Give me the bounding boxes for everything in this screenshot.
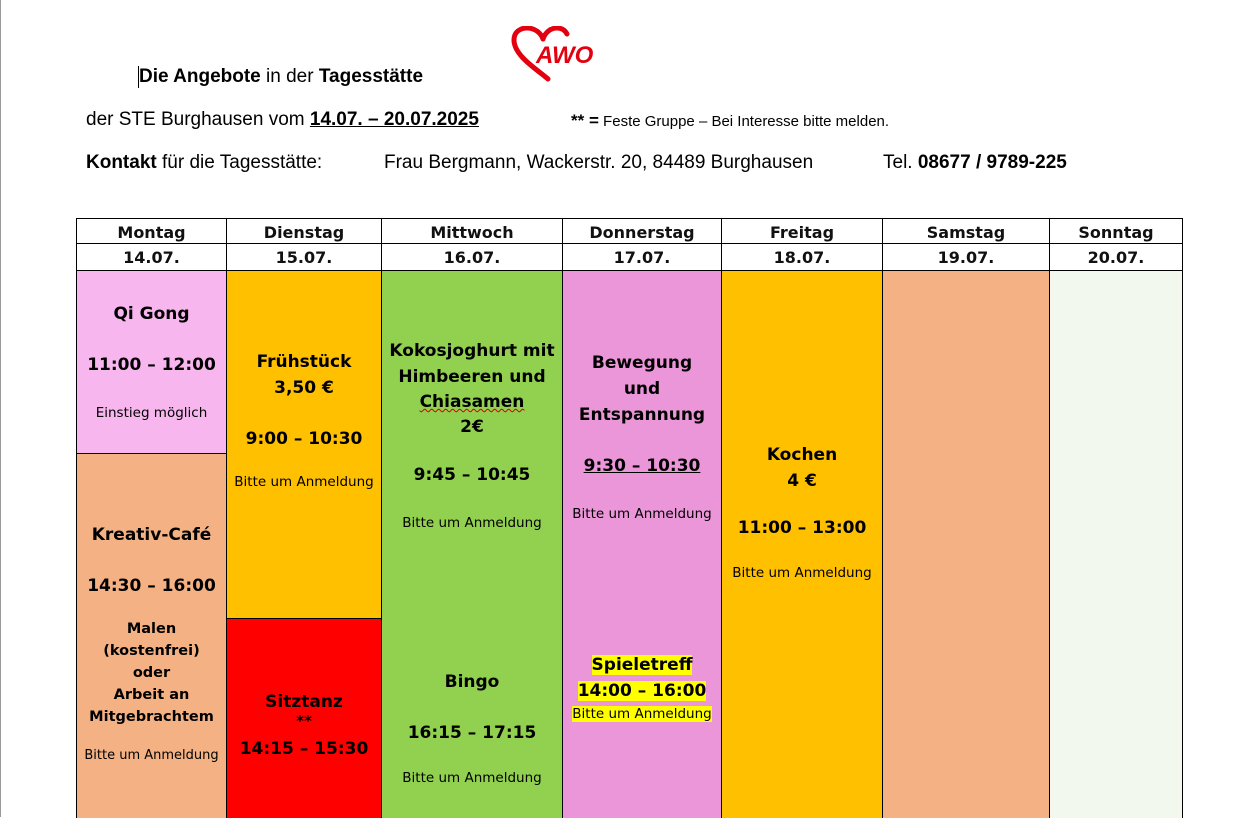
column-friday bbox=[721, 218, 882, 818]
contact-line: Kontakt für die Tagesstätte: Frau Bergmann, Wackerstr. 20, 84489 Burghausen Tel. 08677 / 9789-225 bbox=[86, 152, 1067, 173]
date-header: 20.07. bbox=[1050, 244, 1182, 271]
date-header: 15.07. bbox=[227, 244, 381, 271]
day-header: Dienstag bbox=[227, 218, 381, 244]
activity-qigong: Qi Gong 11:00 – 12:00 Einstieg möglich bbox=[77, 271, 226, 454]
date-header: 14.07. bbox=[77, 244, 226, 271]
activity-kreativ-cafe: Kreativ-Café 14:30 – 16:00 Malen (kostenfrei) oder Arbeit an Mitgebrachtem Bitte um Anmeldung bbox=[77, 454, 226, 818]
column-thursday bbox=[562, 218, 721, 818]
date-header: 17.07. bbox=[563, 244, 721, 271]
column-wednesday bbox=[381, 218, 562, 818]
awo-logo bbox=[510, 26, 600, 82]
empty-cell-sunday bbox=[1050, 271, 1182, 818]
day-header: Donnerstag bbox=[563, 218, 721, 244]
empty-cell-saturday bbox=[883, 271, 1049, 818]
activity-sitztanz: Sitztanz ** 14:15 – 15:30 bbox=[227, 619, 381, 818]
day-header: Sonntag bbox=[1050, 218, 1182, 244]
date-header: 19.07. bbox=[883, 244, 1049, 271]
column-sunday bbox=[1049, 218, 1183, 818]
column-saturday bbox=[882, 218, 1049, 818]
day-header: Montag bbox=[77, 218, 226, 244]
contact-address: Frau Bergmann, Wackerstr. 20, 84489 Burghausen bbox=[384, 152, 814, 173]
activity-kokosjoghurt: Kokosjoghurt mit Himbeeren und Chiasamen 2€ 9:45 – 10:45 Bitte um Anmeldung Bingo 16:15 – 17:15 Bitte um Anmeldung bbox=[382, 271, 562, 818]
text-cursor bbox=[138, 66, 139, 88]
date-header: 16.07. bbox=[382, 244, 562, 271]
activity-fruehstueck: Frühstück 3,50 € 9:00 – 10:30 Bitte um Anmeldung bbox=[227, 271, 381, 619]
page-title: Die Angebote in der Tagesstätte bbox=[139, 66, 424, 87]
page-edge bbox=[0, 0, 1, 817]
subtitle: der STE Burghausen vom 14.07. – 20.07.2025 bbox=[86, 109, 479, 130]
schedule-table bbox=[76, 218, 1183, 818]
activity-spieletreff: Spieletreff bbox=[591, 655, 693, 675]
activity-bingo: Bingo bbox=[444, 672, 500, 692]
activity-bewegung: Bewegung und Entspannung 9:30 – 10:30 Bitte um Anmeldung Spieletreff 14:00 – 16:00 Bitte um Anmeldung bbox=[563, 271, 721, 818]
day-header: Freitag bbox=[722, 218, 882, 244]
activity-kochen: Kochen 4 € 11:00 – 13:00 Bitte um Anmeldung bbox=[722, 271, 882, 818]
contact-phone: Tel. 08677 / 9789-225 bbox=[883, 152, 1067, 173]
day-header: Samstag bbox=[883, 218, 1049, 244]
group-note: ** = Feste Gruppe – Bei Interesse bitte melden. bbox=[571, 111, 890, 130]
svg-text:AWO: AWO bbox=[536, 42, 594, 69]
column-tuesday bbox=[226, 218, 381, 818]
column-monday bbox=[76, 218, 226, 818]
date-header: 18.07. bbox=[722, 244, 882, 271]
day-header: Mittwoch bbox=[382, 218, 562, 244]
